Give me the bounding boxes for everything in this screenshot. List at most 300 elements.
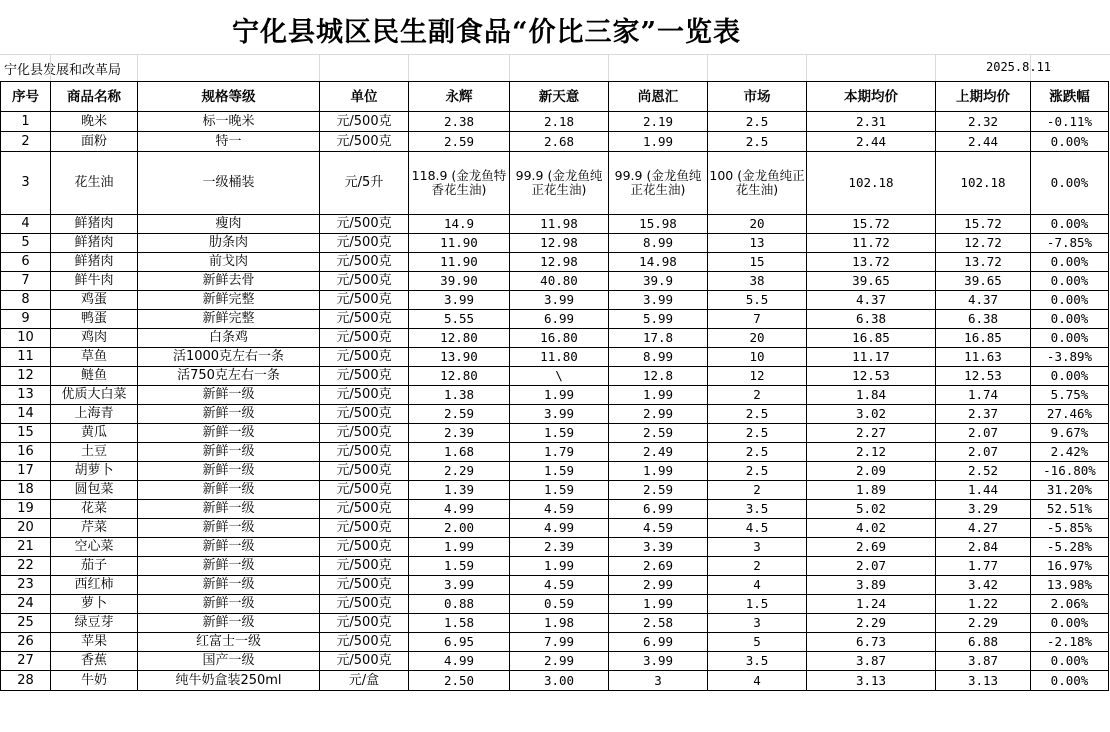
cell-market: 4.5 (708, 519, 807, 538)
cell-spec: 新鲜一级 (138, 576, 320, 595)
cell-xintianyi: 2.68 (510, 132, 609, 152)
cell-name: 西红柿 (51, 576, 138, 595)
cell-unit: 元/500克 (320, 329, 409, 348)
table-row (1, 595, 1109, 614)
cell-name: 胡萝卜 (51, 462, 138, 481)
cell-xintianyi: 99.9 (金龙鱼纯正花生油) (510, 152, 609, 215)
cell-change: -2.18% (1031, 633, 1109, 652)
cell-spec: 新鲜完整 (138, 310, 320, 329)
table-row (1, 386, 1109, 405)
cell-seq: 8 (1, 291, 51, 310)
cell-prev-avg: 4.37 (936, 291, 1031, 310)
cell-spec: 肋条肉 (138, 234, 320, 253)
cell-unit: 元/500克 (320, 519, 409, 538)
cell-cur-avg: 4.37 (807, 291, 936, 310)
cell-change: -5.28% (1031, 538, 1109, 557)
cell-cur-avg: 6.38 (807, 310, 936, 329)
cell-name: 苹果 (51, 633, 138, 652)
column-header-spec: 规格等级 (138, 82, 320, 112)
cell-cur-avg: 1.24 (807, 595, 936, 614)
cell-unit: 元/500克 (320, 443, 409, 462)
cell-prev-avg: 1.77 (936, 557, 1031, 576)
cell-name: 芹菜 (51, 519, 138, 538)
cell-spec: 活750克左右一条 (138, 367, 320, 386)
cell-market: 1.5 (708, 595, 807, 614)
cell-shangenhui: 99.9 (金龙鱼纯正花生油) (609, 152, 708, 215)
cell-yonghui: 13.90 (409, 348, 510, 367)
column-header-market: 市场 (708, 82, 807, 112)
cell-cur-avg: 2.12 (807, 443, 936, 462)
cell-cur-avg: 2.27 (807, 424, 936, 443)
cell-cur-avg: 1.84 (807, 386, 936, 405)
table-row (1, 652, 1109, 671)
cell-xintianyi: 11.98 (510, 215, 609, 234)
cell-yonghui: 4.99 (409, 500, 510, 519)
cell-yonghui: 1.39 (409, 481, 510, 500)
cell-change: 0.00% (1031, 152, 1109, 215)
cell-cur-avg: 5.02 (807, 500, 936, 519)
table-row (1, 112, 1109, 132)
table-row (1, 500, 1109, 519)
cell-shangenhui: 3.39 (609, 538, 708, 557)
cell-yonghui: 39.90 (409, 272, 510, 291)
cell-spec: 新鲜一级 (138, 500, 320, 519)
cell-market: 15 (708, 253, 807, 272)
cell-change: 5.75% (1031, 386, 1109, 405)
table-row (1, 348, 1109, 367)
page-title: 宁化县城区民生副食品“价比三家”一览表 (232, 17, 742, 48)
cell-yonghui: 2.29 (409, 462, 510, 481)
cell-name: 鲜猪肉 (51, 253, 138, 272)
gridline (137, 54, 138, 81)
cell-shangenhui: 1.99 (609, 595, 708, 614)
cell-market: 2 (708, 481, 807, 500)
cell-prev-avg: 11.63 (936, 348, 1031, 367)
cell-prev-avg: 2.29 (936, 614, 1031, 633)
cell-seq: 22 (1, 557, 51, 576)
gridline (1030, 54, 1031, 81)
cell-yonghui: 12.80 (409, 367, 510, 386)
cell-shangenhui: 3.99 (609, 291, 708, 310)
cell-market: 3.5 (708, 652, 807, 671)
cell-change: 52.51% (1031, 500, 1109, 519)
cell-name: 圆包菜 (51, 481, 138, 500)
cell-yonghui: 11.90 (409, 253, 510, 272)
cell-xintianyi: 2.99 (510, 652, 609, 671)
cell-shangenhui: 6.99 (609, 633, 708, 652)
cell-xintianyi: \ (510, 367, 609, 386)
table-row (1, 310, 1109, 329)
cell-xintianyi: 1.99 (510, 386, 609, 405)
cell-prev-avg: 2.32 (936, 112, 1031, 132)
table-row (1, 633, 1109, 652)
cell-change: 0.00% (1031, 329, 1109, 348)
cell-seq: 27 (1, 652, 51, 671)
cell-market: 2.5 (708, 112, 807, 132)
cell-xintianyi: 12.98 (510, 253, 609, 272)
cell-seq: 9 (1, 310, 51, 329)
cell-market: 38 (708, 272, 807, 291)
cell-unit: 元/500克 (320, 272, 409, 291)
cell-cur-avg: 3.89 (807, 576, 936, 595)
cell-yonghui: 118.9 (金龙鱼特香花生油) (409, 152, 510, 215)
cell-cur-avg: 12.53 (807, 367, 936, 386)
cell-market: 100 (金龙鱼纯正花生油) (708, 152, 807, 215)
cell-xintianyi: 11.80 (510, 348, 609, 367)
cell-change: 27.46% (1031, 405, 1109, 424)
gridline (50, 54, 51, 81)
cell-change: 0.00% (1031, 132, 1109, 152)
cell-seq: 16 (1, 443, 51, 462)
cell-yonghui: 1.68 (409, 443, 510, 462)
cell-market: 13 (708, 234, 807, 253)
cell-seq: 24 (1, 595, 51, 614)
cell-shangenhui: 17.8 (609, 329, 708, 348)
cell-name: 晚米 (51, 112, 138, 132)
cell-shangenhui: 14.98 (609, 253, 708, 272)
cell-name: 香蕉 (51, 652, 138, 671)
cell-shangenhui: 15.98 (609, 215, 708, 234)
table-row (1, 367, 1109, 386)
cell-xintianyi: 1.99 (510, 557, 609, 576)
cell-yonghui: 1.99 (409, 538, 510, 557)
table-row (1, 215, 1109, 234)
cell-prev-avg: 4.27 (936, 519, 1031, 538)
table-row (1, 519, 1109, 538)
cell-seq: 7 (1, 272, 51, 291)
cell-xintianyi: 16.80 (510, 329, 609, 348)
cell-market: 2 (708, 386, 807, 405)
column-header-unit: 单位 (320, 82, 409, 112)
cell-xintianyi: 4.59 (510, 576, 609, 595)
cell-unit: 元/500克 (320, 310, 409, 329)
cell-seq: 23 (1, 576, 51, 595)
cell-change: 0.00% (1031, 215, 1109, 234)
column-header-change: 涨跌幅 (1031, 82, 1109, 112)
cell-change: 2.06% (1031, 595, 1109, 614)
cell-name: 土豆 (51, 443, 138, 462)
gridline (935, 54, 936, 81)
column-header-name: 商品名称 (51, 82, 138, 112)
cell-unit: 元/500克 (320, 481, 409, 500)
gridline (707, 54, 708, 81)
cell-unit: 元/盒 (320, 671, 409, 691)
cell-change: 9.67% (1031, 424, 1109, 443)
cell-prev-avg: 12.53 (936, 367, 1031, 386)
cell-unit: 元/500克 (320, 595, 409, 614)
cell-shangenhui: 2.59 (609, 481, 708, 500)
cell-spec: 红富士一级 (138, 633, 320, 652)
cell-unit: 元/500克 (320, 112, 409, 132)
gridline (319, 54, 320, 81)
cell-cur-avg: 3.13 (807, 671, 936, 691)
cell-seq: 28 (1, 671, 51, 691)
cell-market: 20 (708, 215, 807, 234)
cell-xintianyi: 2.18 (510, 112, 609, 132)
cell-change: 31.20% (1031, 481, 1109, 500)
cell-seq: 4 (1, 215, 51, 234)
cell-change: 13.98% (1031, 576, 1109, 595)
cell-shangenhui: 2.99 (609, 576, 708, 595)
column-header-cur-avg: 本期均价 (807, 82, 936, 112)
cell-cur-avg: 2.09 (807, 462, 936, 481)
cell-name: 草鱼 (51, 348, 138, 367)
cell-market: 2 (708, 557, 807, 576)
cell-prev-avg: 13.72 (936, 253, 1031, 272)
cell-market: 12 (708, 367, 807, 386)
cell-name: 花菜 (51, 500, 138, 519)
cell-prev-avg: 102.18 (936, 152, 1031, 215)
cell-seq: 18 (1, 481, 51, 500)
cell-yonghui: 11.90 (409, 234, 510, 253)
cell-yonghui: 3.99 (409, 291, 510, 310)
cell-spec: 瘦肉 (138, 215, 320, 234)
cell-shangenhui: 1.99 (609, 132, 708, 152)
table-row (1, 481, 1109, 500)
cell-yonghui: 12.80 (409, 329, 510, 348)
cell-cur-avg: 6.73 (807, 633, 936, 652)
cell-spec: 特一 (138, 132, 320, 152)
cell-seq: 6 (1, 253, 51, 272)
cell-spec: 新鲜一级 (138, 538, 320, 557)
cell-change: -0.11% (1031, 112, 1109, 132)
cell-seq: 15 (1, 424, 51, 443)
cell-unit: 元/500克 (320, 132, 409, 152)
cell-shangenhui: 2.49 (609, 443, 708, 462)
cell-seq: 13 (1, 386, 51, 405)
cell-xintianyi: 4.59 (510, 500, 609, 519)
cell-xintianyi: 1.59 (510, 424, 609, 443)
cell-change: 0.00% (1031, 671, 1109, 691)
cell-unit: 元/500克 (320, 424, 409, 443)
cell-yonghui: 2.59 (409, 405, 510, 424)
column-header-seq: 序号 (1, 82, 51, 112)
cell-seq: 2 (1, 132, 51, 152)
cell-name: 鲜猪肉 (51, 234, 138, 253)
cell-xintianyi: 0.59 (510, 595, 609, 614)
cell-xintianyi: 1.98 (510, 614, 609, 633)
cell-spec: 新鲜一级 (138, 557, 320, 576)
cell-cur-avg: 2.44 (807, 132, 936, 152)
cell-name: 鲜牛肉 (51, 272, 138, 291)
cell-market: 2.5 (708, 424, 807, 443)
cell-seq: 1 (1, 112, 51, 132)
cell-name: 鲜猪肉 (51, 215, 138, 234)
cell-yonghui: 2.50 (409, 671, 510, 691)
cell-seq: 26 (1, 633, 51, 652)
cell-spec: 新鲜一级 (138, 386, 320, 405)
cell-cur-avg: 15.72 (807, 215, 936, 234)
cell-prev-avg: 1.74 (936, 386, 1031, 405)
cell-prev-avg: 2.07 (936, 424, 1031, 443)
cell-shangenhui: 4.59 (609, 519, 708, 538)
cell-xintianyi: 3.99 (510, 405, 609, 424)
cell-xintianyi: 3.00 (510, 671, 609, 691)
gridline (408, 54, 409, 81)
cell-yonghui: 2.39 (409, 424, 510, 443)
cell-prev-avg: 2.52 (936, 462, 1031, 481)
cell-unit: 元/500克 (320, 652, 409, 671)
cell-cur-avg: 11.72 (807, 234, 936, 253)
cell-unit: 元/500克 (320, 614, 409, 633)
cell-change: -3.89% (1031, 348, 1109, 367)
cell-name: 空心菜 (51, 538, 138, 557)
cell-seq: 25 (1, 614, 51, 633)
cell-name: 鸡肉 (51, 329, 138, 348)
cell-shangenhui: 5.99 (609, 310, 708, 329)
table-row (1, 253, 1109, 272)
cell-prev-avg: 1.22 (936, 595, 1031, 614)
cell-prev-avg: 15.72 (936, 215, 1031, 234)
cell-unit: 元/500克 (320, 500, 409, 519)
cell-prev-avg: 1.44 (936, 481, 1031, 500)
cell-yonghui: 4.99 (409, 652, 510, 671)
cell-prev-avg: 2.84 (936, 538, 1031, 557)
cell-name: 萝卜 (51, 595, 138, 614)
cell-seq: 21 (1, 538, 51, 557)
cell-cur-avg: 3.87 (807, 652, 936, 671)
table-row (1, 329, 1109, 348)
table-row (1, 443, 1109, 462)
cell-seq: 19 (1, 500, 51, 519)
cell-prev-avg: 39.65 (936, 272, 1031, 291)
cell-shangenhui: 2.58 (609, 614, 708, 633)
cell-cur-avg: 2.07 (807, 557, 936, 576)
cell-name: 鸭蛋 (51, 310, 138, 329)
cell-market: 3 (708, 538, 807, 557)
cell-cur-avg: 3.02 (807, 405, 936, 424)
table-row (1, 576, 1109, 595)
cell-shangenhui: 2.59 (609, 424, 708, 443)
cell-name: 茄子 (51, 557, 138, 576)
cell-change: 0.00% (1031, 614, 1109, 633)
cell-cur-avg: 11.17 (807, 348, 936, 367)
cell-yonghui: 1.58 (409, 614, 510, 633)
cell-change: -5.85% (1031, 519, 1109, 538)
cell-prev-avg: 2.44 (936, 132, 1031, 152)
cell-yonghui: 1.38 (409, 386, 510, 405)
cell-change: 0.00% (1031, 367, 1109, 386)
gridline (509, 54, 510, 81)
cell-market: 7 (708, 310, 807, 329)
cell-name: 上海青 (51, 405, 138, 424)
gridline (806, 54, 807, 81)
cell-unit: 元/5升 (320, 152, 409, 215)
organization-label: 宁化县发展和改革局 (4, 63, 122, 78)
cell-xintianyi: 2.39 (510, 538, 609, 557)
title-row (0, 0, 1110, 55)
cell-cur-avg: 13.72 (807, 253, 936, 272)
report-date: 2025.8.11 (986, 60, 1052, 74)
column-header-shangenhui: 尚恩汇 (609, 82, 708, 112)
cell-prev-avg: 6.38 (936, 310, 1031, 329)
cell-seq: 3 (1, 152, 51, 215)
cell-prev-avg: 16.85 (936, 329, 1031, 348)
cell-change: 16.97% (1031, 557, 1109, 576)
table-row (1, 405, 1109, 424)
cell-shangenhui: 2.69 (609, 557, 708, 576)
cell-yonghui: 6.95 (409, 633, 510, 652)
column-header-prev-avg: 上期均价 (936, 82, 1031, 112)
cell-spec: 新鲜去骨 (138, 272, 320, 291)
cell-spec: 白条鸡 (138, 329, 320, 348)
cell-yonghui: 2.00 (409, 519, 510, 538)
cell-market: 5 (708, 633, 807, 652)
cell-name: 牛奶 (51, 671, 138, 691)
cell-shangenhui: 2.99 (609, 405, 708, 424)
cell-shangenhui: 8.99 (609, 348, 708, 367)
price-table (0, 81, 1109, 691)
cell-spec: 标一晚米 (138, 112, 320, 132)
table-row (1, 671, 1109, 691)
cell-yonghui: 3.99 (409, 576, 510, 595)
cell-market: 4 (708, 671, 807, 691)
cell-change: 0.00% (1031, 291, 1109, 310)
cell-prev-avg: 3.29 (936, 500, 1031, 519)
cell-unit: 元/500克 (320, 538, 409, 557)
cell-prev-avg: 3.13 (936, 671, 1031, 691)
cell-unit: 元/500克 (320, 234, 409, 253)
cell-seq: 10 (1, 329, 51, 348)
cell-name: 优质大白菜 (51, 386, 138, 405)
cell-unit: 元/500克 (320, 576, 409, 595)
cell-shangenhui: 2.19 (609, 112, 708, 132)
cell-name: 绿豆芽 (51, 614, 138, 633)
cell-prev-avg: 2.37 (936, 405, 1031, 424)
cell-seq: 12 (1, 367, 51, 386)
table-row (1, 614, 1109, 633)
cell-change: 0.00% (1031, 652, 1109, 671)
cell-market: 10 (708, 348, 807, 367)
cell-yonghui: 14.9 (409, 215, 510, 234)
cell-seq: 11 (1, 348, 51, 367)
cell-prev-avg: 3.87 (936, 652, 1031, 671)
cell-seq: 17 (1, 462, 51, 481)
cell-prev-avg: 12.72 (936, 234, 1031, 253)
cell-spec: 活1000克左右一条 (138, 348, 320, 367)
cell-cur-avg: 39.65 (807, 272, 936, 291)
cell-xintianyi: 7.99 (510, 633, 609, 652)
table-row (1, 538, 1109, 557)
cell-prev-avg: 6.88 (936, 633, 1031, 652)
cell-xintianyi: 3.99 (510, 291, 609, 310)
cell-xintianyi: 40.80 (510, 272, 609, 291)
cell-name: 面粉 (51, 132, 138, 152)
info-row (0, 54, 1110, 81)
cell-shangenhui: 12.8 (609, 367, 708, 386)
cell-xintianyi: 1.59 (510, 481, 609, 500)
table-row (1, 272, 1109, 291)
table-row (1, 291, 1109, 310)
column-header-xintianyi: 新天意 (510, 82, 609, 112)
cell-cur-avg: 2.29 (807, 614, 936, 633)
cell-prev-avg: 3.42 (936, 576, 1031, 595)
cell-name: 花生油 (51, 152, 138, 215)
cell-spec: 新鲜一级 (138, 424, 320, 443)
cell-xintianyi: 1.79 (510, 443, 609, 462)
cell-market: 3 (708, 614, 807, 633)
cell-spec: 一级桶装 (138, 152, 320, 215)
cell-shangenhui: 8.99 (609, 234, 708, 253)
cell-market: 2.5 (708, 462, 807, 481)
cell-market: 5.5 (708, 291, 807, 310)
cell-market: 20 (708, 329, 807, 348)
cell-name: 鸡蛋 (51, 291, 138, 310)
cell-seq: 14 (1, 405, 51, 424)
cell-unit: 元/500克 (320, 291, 409, 310)
cell-market: 2.5 (708, 132, 807, 152)
gridline (608, 54, 609, 81)
